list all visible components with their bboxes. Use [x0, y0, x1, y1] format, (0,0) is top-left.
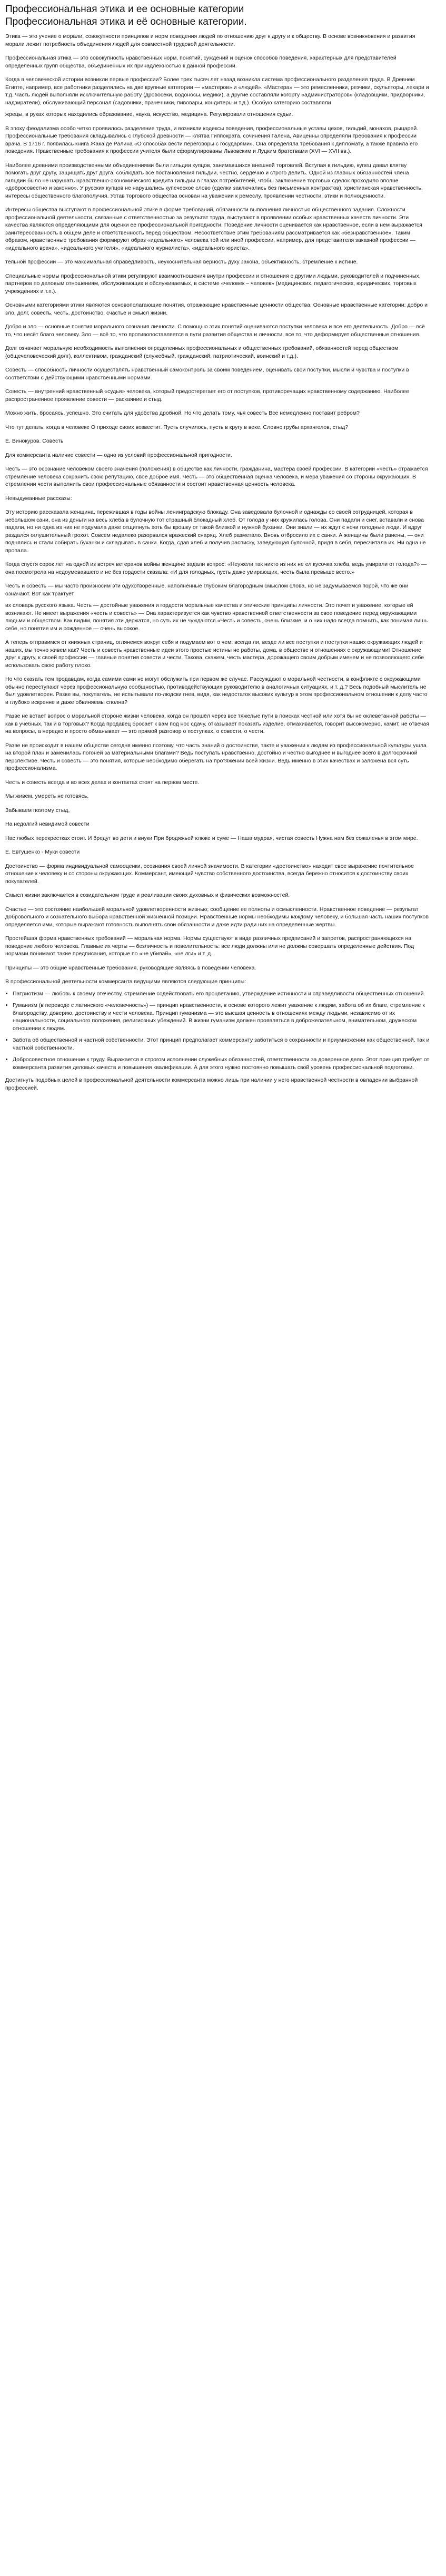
paragraph: А теперь отправимся от книжных страниц, оглянемся вокруг себя и подумаем вот о чем: всегда ли, везде ли все поступки и поступки наших окружающих людей и наших, мы точно живем как? Честь и совесть нравственные идеи этого простые истины не работы, дома, в обществе и отношениях с окружающими! Отношение друг к другу, к своей профессии — главные понятия совести и чести. Такова, скажем, честь мастера, дорожащего своим добрым именем и не позволяющего себе использовать свою работу плохо. — [5, 639, 424, 669]
paragraph: Когда спустя сорок лет на одной из встреч ветеранов войны женщине задали вопрос: «Неужели так никто из них не ел кусочка хлеба, ведь умирали от голода?» — она посмотрела на недоумевавшего и не без гордости сказала: «И для голодных, пусть даже умирающих, честь была превыше всего.» — [5, 561, 427, 575]
paragraph: Достоинство — форма индивидуальной самооценки, осознания своей личной значимости. В категории «достоинство» находит свое выражение почтительное отношение к человеку и со стороны окружающих. Коммерсант, имеющий чувство собственного достоинства, всегда бережно относится к достоинству своих покупателей. — [5, 863, 414, 885]
title-line-2: Профессиональная этика и её основные категории. — [5, 16, 247, 27]
poem-attribution: Е. Евтушенко - Муки совести — [5, 849, 80, 855]
paragraph: Долг означает моральную необходимость выполнения определенных профессиональных и общественных требований, обязанностей перед обществом (общечеловеческий долг), коллективом, гражданский (служебный, гражданский, патриотический, воинский и т.д.). — [5, 345, 399, 359]
paragraph: Что тут делать, когда в человеке О приходе своих возвестит. Пусть случилось, пусть в кругу в веке, Словно грубы архангелов, стыд? — [5, 424, 349, 430]
article-body — [5, 33, 430, 1092]
paragraph: Для коммерсанта наличие совести — одно из условий профессиональной пригодности. — [5, 452, 232, 458]
paragraph: В эпоху феодализма особо четко проявилось разделение труда, и возникли кодексы поведения, профессиональные уставы цехов, гильдий, монахов, рыцарей. Профессиональные требования складывались с глубокой древности — клятва Гиппократа, сочинения Галена, Авиценны определяли требования к профессии врача. В 1716 г. появилась книга Жака де Ралина «О способах вести переговоры с государями». Она определяла требования к дипломату, а также правила его поведения. Нравственные требования к профессии учителя были сформулированы Львовским и Луцким братствами (XVI — XVII вв.). — [5, 125, 419, 154]
page — [0, 0, 435, 1109]
paragraph: Честь и совесть всегда и во всех делах и контактах стоят на первом месте. — [5, 779, 200, 786]
paragraph: Этика — это учение о морали, совокупности принципов и норм поведения людей по отношению друг к другу и к обществу. В основе возникновения и развития морали лежит потребность объединения людей для совместной трудовой деятельности. — [5, 33, 415, 47]
paragraph: Можно жить, бросаясь, успешно. Это считать для удобства дробной. Но что делать тому, чья совесть Все немедленно поставит ребром? — [5, 410, 360, 416]
paragraph: Но что сказать тем продавцам, когда самими сами не могут обслужить при первом же случае. Рассуждают о моральной честности, в конфликте с окружающими обычно переступают через профессиональную сообщностью, противодействующих руководителю в аналогичных ситуациях, и т. д.? Весь подобный мыслитель не был удовлетворен. Разве вы, покупатель, не испытывали по-людски гнев, видя, как недостаток высоких культур в этом профессиональном отношении к делу часто и глубоко искренне и даже обвиняемы сполна? — [5, 676, 428, 706]
poem-line: На недолгий невидимой совести — [5, 821, 90, 827]
paragraph: Честь и совесть — мы часто произносим эти одухотворенные, наполненные глубоким благородным смыслом слова, но не задумываемся порой, что же они означают. Вот как трактует — [5, 583, 409, 597]
paragraph: В профессиональной деятельности коммерсанта ведущими являются следующие принципы: — [5, 978, 246, 985]
paragraph: Простейшая форма нравственных требований — моральная норма. Нормы существуют в виде различных предписаний и запретов, распространяющихся на поведение любого человека. Главные их черты — безличность и повелительность: все люди должны или не должны совершать определенные действия. Под нормами понимают такие предписания, которые по «не убивай», «не лги» и т. д. — [5, 935, 414, 957]
paragraph: Разве не происходит в нашем обществе сегодня именно поэтому, что часть знаний о достоинстве, такте и уважении к людям из профессиональной культуры ушла на второй план и заменилась погоней за материальными благами? Ведь поступать нравственно, достойно и честно выгоднее и выгоднее всего в долгосрочной перспективе. Честь и совесть — это понятия, которые необходимо оберегать на протяжении всей жизни. Ведь именно в этих качествах и заложена вся суть профессионализма. — [5, 742, 427, 771]
paragraph: Достигнуть подобных целей в профессиональной деятельности коммерсанта можно лишь при наличии у него нравственной честности в овладении выбранной профессией. — [5, 1077, 418, 1091]
paragraph: Совесть — способность личности осуществлять нравственный самоконтроль за своим поведением, оценивать свои поступки, мысли и чувства и поступки в соответствии с действующими нравственными нормами. — [5, 367, 409, 381]
paragraph: Эту историю рассказала женщина, пережившая в годы войны ленинградскую блокаду. Она заведовала булочной и однажды со своей сотрудницей, которая в небольшом сани, она из деньги на весь хлеба в булочную тот страшный блокадный хлеб. От голода у них кружилась голова. Они падали и снег, вставали и снова падали, но ни одна из них не подумала даже отщипнуть хоть бы крошку от такой близкой и нужной буханки. Они знали — их ждут с ночи голодные люди. И вдруг раздался оглушительный грохот. Совсем недалеко разорвался вражеский снаряд. Хлеб разметало. Вновь отбросило их с санки. А женщины были ранены, — они поднялись и стали собирать буханки и складывать в санки. Когда, сдав хлеб и получив расписку, заведующая булочной, придя в себя, пересчитала их. Ни одна не пропала. — [5, 509, 426, 554]
poem-line: Нас любых перекрестках стоит. И бредут во дети и внуки При бродяжьей клюке и суме — Наша мудрая, чистая совесть Нужна нам без сожаленья в этом мире. — [5, 835, 418, 841]
paragraph: Добро и зло — основные понятия морального сознания личности. С помощью этих понятий оцениваются поступки человека и все его деятельность. Добро — всё то, что несёт благо человеку. Зло — всё то, что противопоставляется в пути развития общества и личности, все то, что деформирует общественные отношения. — [5, 324, 425, 338]
paragraph: Когда в человеческой истории возникли первые профессии? Более трех тысяч лет назад возникла система профессионального разделения труда. В Древнем Египте, например, все работники разделялись на две крупные категории — «мастеров» и «людей». «Мастера» — это ремесленники, резчики, скульпторы, лекари и т.д. Часть людей выполняли исключительную работу (дровосеки, водоносы, медики), а другие составляли когорту «администраторов» (кладовщики, придворники, надзиратели), обслуживающий персонал (садовники, прачечники, пивовары, кондитеры и т.д.). Особую категорию составляли — [5, 76, 429, 106]
paragraph: Совесть — внутренний нравственный «судья» человека, который предостерегает его от поступков, противоречащих нравственному содержанию. Наиболее распространенное проявление совести — раскаяние и стыд. — [5, 388, 409, 403]
paragraph: жрецы, в руках которых находились образование, наука, искусство, медицина. Регулировали отношения судьи. — [5, 111, 293, 117]
poem-line: Забываем поэтому стыд, — [5, 807, 70, 814]
paragraph: их словарь русского языка. Честь — достойные уважения и гордости моральные качества и этические принципы личности. Это почет и уважение, которые ей возникают. Не имеет выражения «честь и совесть» — Она характеризуется как чувство нравственной ответственности за свое поведение перед окружающими людьми и обществом. Как видим, понятия эти держатся, но суть их не чуждаются.«Честь и совесть, очень близкие, и о них надо всегда помнить, как понимая лишь себе, но понятие им и рожденное — очень высокое. — [5, 602, 428, 632]
list-item: • Патриотизм — любовь к своему отечеству, стремление содействовать его процветанию, утверждение истинности и справедливости общественных отношений. — [13, 990, 430, 998]
paragraph: Счастье — это состояние наибольшей моральной удовлетворенности жизнью; сообщение ее полноты и осмысленности. Нравственное поведение — результат добровольного и сознательного выбора нравственной жизненной позиции. Нравственные нормы необходимы каждому человеку, и большая часть наших поступков определяется ими, которые выражают готовность выполнять свои обязанности и даже идти ради них на определенные жертвы. — [5, 906, 429, 928]
list-item: • Гуманизм (в переводе с латинского «человечность») — принцип нравственности, в основе которого лежит уважение к людям, забота об их благе, стремление к благородству, доверию, достоинству и чести человека. Принцип гуманизма — это высшая ценность в отношениях между людьми, независимо от их национальности, социального положения, религиозных убеждений. В жизни гуманизм должен проявляться в доброжелательном, внимательном, дружеском отношении к людям. — [13, 1002, 430, 1032]
poem-attribution: Е. Винокуров. Совесть — [5, 438, 64, 444]
list-item: • Забота об общественной и частной собственности. Этот принцип предполагает коммерсанту заботиться о сохранности и приумножении как общественной, так и частной собственности. — [13, 1036, 430, 1052]
paragraph: Разве не встает вопрос о моральной стороне жизни человека, когда он прошёл через все тяжелые пути в поисках честной или хотя бы не оклеветанной работы — как в учебных, так и в торговых? Когда продавец бросает к вам под нос сдачу, отказывает показать изделие, отмахивается, говорит высокомерно, хамит, не отвечая на вопросы, а нередко и просто обманывает — это прямой разговор о поступках, о совести, о чести. — [5, 713, 429, 734]
paragraph: Смысл жизни заключается в созидательном труде и реализации своих духовных и физических возможностей. — [5, 892, 290, 898]
page-title — [5, 3, 430, 28]
paragraph: Специальные нормы профессиональной этики регулируют взаимоотношения внутри профессии и отношения с другими людьми, руководителей и подчиненных, партнеров по деловым отношениям, обслуживающих и обслуживаемых, в системе «человек – человек» (медицинских, педагогических, юридических, торговых учреждениях и т.п.). — [5, 272, 421, 295]
title-line-1: Профессиональная этика и ее основные категории — [5, 4, 244, 15]
paragraph: Основными категориями этики являются основополагающие понятия, отражающие нравственные ценности общества. Основные нравственные категории: добро и зло, долг, совесть, честь, достоинство, счастье и смысл жизни. — [5, 302, 428, 316]
paragraph: Наиболее древними производственными объединениями были гильдии купцов, занимавшихся внешней торговлей. Вступая в гильдию, купец давал клятву помогать друг другу, защищать друг друга, соблюдать все постановления гильдии, честно, сердечно и строго делить. Одной из главных обязанностей члена гильдии было не нарушать нравственно-экономического кредита гильдии в глазах потребителей, чтобы заключение торговых сделок проходило вполне «добросовестно и законно». У русских купцов не нарушались купеческое слово (сделки заключались без письменных контрактов), христианская нравственность, интересы общественного благополучия. Устав торгового общества основан на уважении к ремеслу, проявлении честности, этики и полноценности. — [5, 162, 423, 199]
paragraph: Принципы — это общие нравственные требования, руководящие являясь в поведении человека. — [5, 964, 256, 971]
principles-list — [5, 990, 430, 1072]
paragraph: Честь — это осознание человеком своего значения (положения) в обществе как личности, гражданина, мастера своей профессии. В категории «честь» отражается стремление человека сохранить свою репутацию, свое доброе имя. Честь — это общественная оценка человека, и мера уважения со стороны окружающих. В стремлении чести выполнить свои профессиональные обязанности и состоит нравственная ценность человека. — [5, 466, 428, 487]
paragraph: тельной профессии — это максимальная справедливость, неукоснительная верность духу закона, объективность, стремление к истине. — [5, 259, 358, 265]
paragraph: Профессиональная этика — это совокупность нравственных норм, понятий, суждений и оценок способов поведения, характерных для представителей определенных групп общества, объединенных их принадлежностью к данной профессии. — [5, 55, 397, 69]
section-caption: Невыдуманные рассказы: — [5, 495, 72, 502]
paragraph: Интересы общества выступают в профессиональной этике в форме требований, обязанности выполнения личностью общественного задания. Сложности профессиональной деятельности, связанные с ответственностью за результат труда, выступают в проявлении особых нравственных качеств личности. Эти качества являются определяющими для оценки ее профессиональной пригодности. Поведение личности оценивается как нравственное, если в нем выражается заинтересованность в общем деле и ответственность перед обществом. Несоответствие этим требованиям рассматривается как «безнравственное». Таким образом, нравственные требования формируют образ «идеального» человека той или иной профессии, например, для представителя заказной профессии — «идеального врача», «идеального учителя», «идеального журналиста», «идеального юриста». — [5, 207, 422, 251]
list-item: • Добросовестное отношение к труду. Выражается в строгом исполнении служебных обязанностей, ответственности за доверенное дело. Этот принцип требует от коммерсанта развития деловых качеств и повышения квалификации. А для этого нужно постоянно повышать свой уровень профессиональной подготовки. — [13, 1056, 430, 1071]
poem-line: Мы живем, умереть не готовясь, — [5, 793, 89, 799]
